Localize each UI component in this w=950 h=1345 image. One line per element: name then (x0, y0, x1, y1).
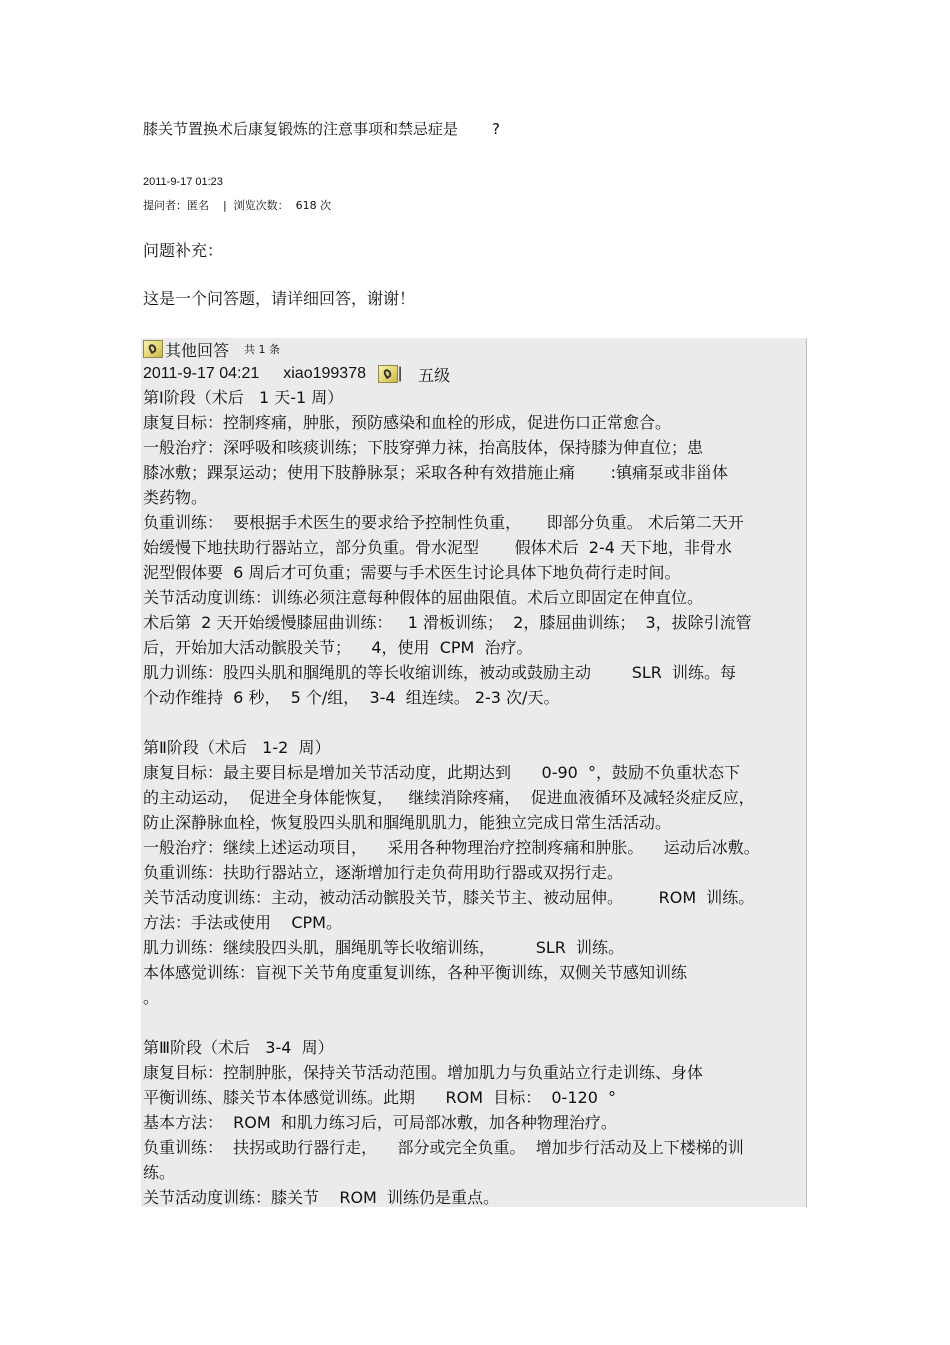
answer-line (143, 1010, 807, 1035)
answer-line: 。 (143, 988, 160, 1007)
answer-line: 的主动运动， 促进全身体能恢复， 继续消除疼痛， 促进血液循环及减轻炎症反应， (143, 788, 755, 807)
answer-line: 第Ⅲ阶段（术后 3-4 周） (143, 1038, 334, 1057)
answer-line: 负重训练： 扶拐或助行器行走， 部分或完全负重。 增加步行活动及上下楼梯的训 (143, 1138, 744, 1157)
question-supplement-label: 问题补充： (143, 241, 224, 260)
answer-line: 负重训练： 要根据手术医生的要求给予控制性负重， 即部分负重。 术后第二天开 (143, 513, 744, 532)
other-answers-count: 共 1 条 (244, 343, 281, 356)
answer-line: 康复目标：最主要目标是增加关节活动度，此期达到 0-90 °，鼓励不负重状态下 (143, 763, 741, 782)
answer-line: 后，开始加大活动髌股关节； 4，使用 CPM 治疗。 (143, 638, 533, 657)
answer-line: 类药物。 (143, 488, 208, 507)
answer-line: 平衡训练、膝关节本体感觉训练。此期 ROM 目标： 0-120 ° (143, 1088, 617, 1107)
answer-line: 本体感觉训练：盲视下关节角度重复训练，各种平衡训练，双侧关节感知训练 (143, 963, 688, 982)
other-answers-panel (141, 338, 807, 1207)
answer-line: 练。 (143, 1163, 176, 1182)
question-date: 2011-9-17 01:23 (143, 176, 223, 188)
answer-line: 方法：手法或使用 CPM。 (143, 913, 342, 932)
answer-line: 肌力训练：继续股四头肌，腘绳肌等长收缩训练， SLR 训练。 (143, 938, 625, 957)
other-answers-header (143, 338, 280, 360)
answer-line: 关节活动度训练：主动，被动活动髌股关节，膝关节主、被动屈伸。 ROM 训练。 (143, 888, 755, 907)
answer-line: 基本方法： ROM 和肌力练习后，可局部冰敷，加各种物理治疗。 (143, 1113, 617, 1132)
answer-line: 泥型假体要 6 周后才可负重；需要与手术医生讨论具体下地负荷行走时间。 (143, 563, 681, 582)
answer-line: 第Ⅰ阶段（术后 1 天-1 周） (143, 388, 344, 407)
answer-line: 关节活动度训练：膝关节 ROM 训练仍是重点。 (143, 1188, 500, 1207)
answer-line: 负重训练：扶助行器站立，逐渐增加行走负荷用助行器或双拐行走。 (143, 863, 624, 882)
answer-time: 2011-9-17 04:21 (143, 365, 260, 382)
answer-line: 膝冰敷；踝泵运动；使用下肢静脉泵；采取各种有效措施止痛 :镇痛泵或非甾体 (143, 463, 728, 482)
answer-line: 关节活动度训练：训练必须注意每种假体的屈曲限值。术后立即固定在伸直位。 (143, 588, 704, 607)
answer-line: 肌力训练：股四头肌和腘绳肌的等长收缩训练，被动或鼓励主动 SLR 训练。每 (143, 663, 737, 682)
answer-line (143, 710, 807, 735)
answer-line: 防止深静脉血栓，恢复股四头肌和腘绳肌肌力，能独立完成日常生活活动。 (143, 813, 672, 832)
answer-line: 始缓慢下地扶助行器站立，部分负重。骨水泥型 假体术后 2-4 天下地，非骨水 (143, 538, 732, 557)
question-title (143, 119, 500, 139)
other-answers-title: 其他回答 (165, 340, 230, 360)
question-supplement-text: 这是一个问答题，请详细回答，谢谢！ (143, 289, 416, 308)
answer-user-link[interactable]: xiao199378 (283, 365, 366, 382)
answer-line: 康复目标：控制疼痛，肿胀，预防感染和血栓的形成，促进伤口正常愈合。 (143, 413, 672, 432)
answer-line: 一般治疗：深呼吸和咳痰训练；下肢穿弹力袜，抬高肢体，保持膝为伸直位；患 (143, 438, 704, 457)
question-meta: 提问者：匿名 | 浏览次数： 618 次 (143, 199, 332, 212)
question-title-mark: ? (492, 120, 500, 138)
answer-icon (143, 340, 163, 358)
answer-line: 术后第 2 天开始缓慢膝屈曲训练： 1 滑板训练； 2，膝屈曲训练； 3，拔除引流管 (143, 613, 752, 632)
answer-line: 一般治疗：继续上述运动项目， 采用各种物理治疗控制疼痛和肿胀。 运动后冰敷。 (143, 838, 760, 857)
answer-separator: | (398, 365, 403, 382)
user-level-icon (378, 365, 398, 383)
answer-body (143, 385, 807, 1207)
answer-line: 个动作维持 6 秒， 5 个/组， 3-4 组连续。 2-3 次/天。 (143, 688, 560, 707)
answer-info (143, 363, 450, 385)
answer-line: 第Ⅱ阶段（术后 1-2 周） (143, 738, 331, 757)
answer-user-level: 五级 (418, 367, 451, 385)
question-title-text: 膝关节置换术后康复锻炼的注意事项和禁忌症是 (143, 120, 459, 138)
answer-line: 康复目标：控制肿胀，保持关节活动范围。增加肌力与负重站立行走训练、身体 (143, 1063, 704, 1082)
